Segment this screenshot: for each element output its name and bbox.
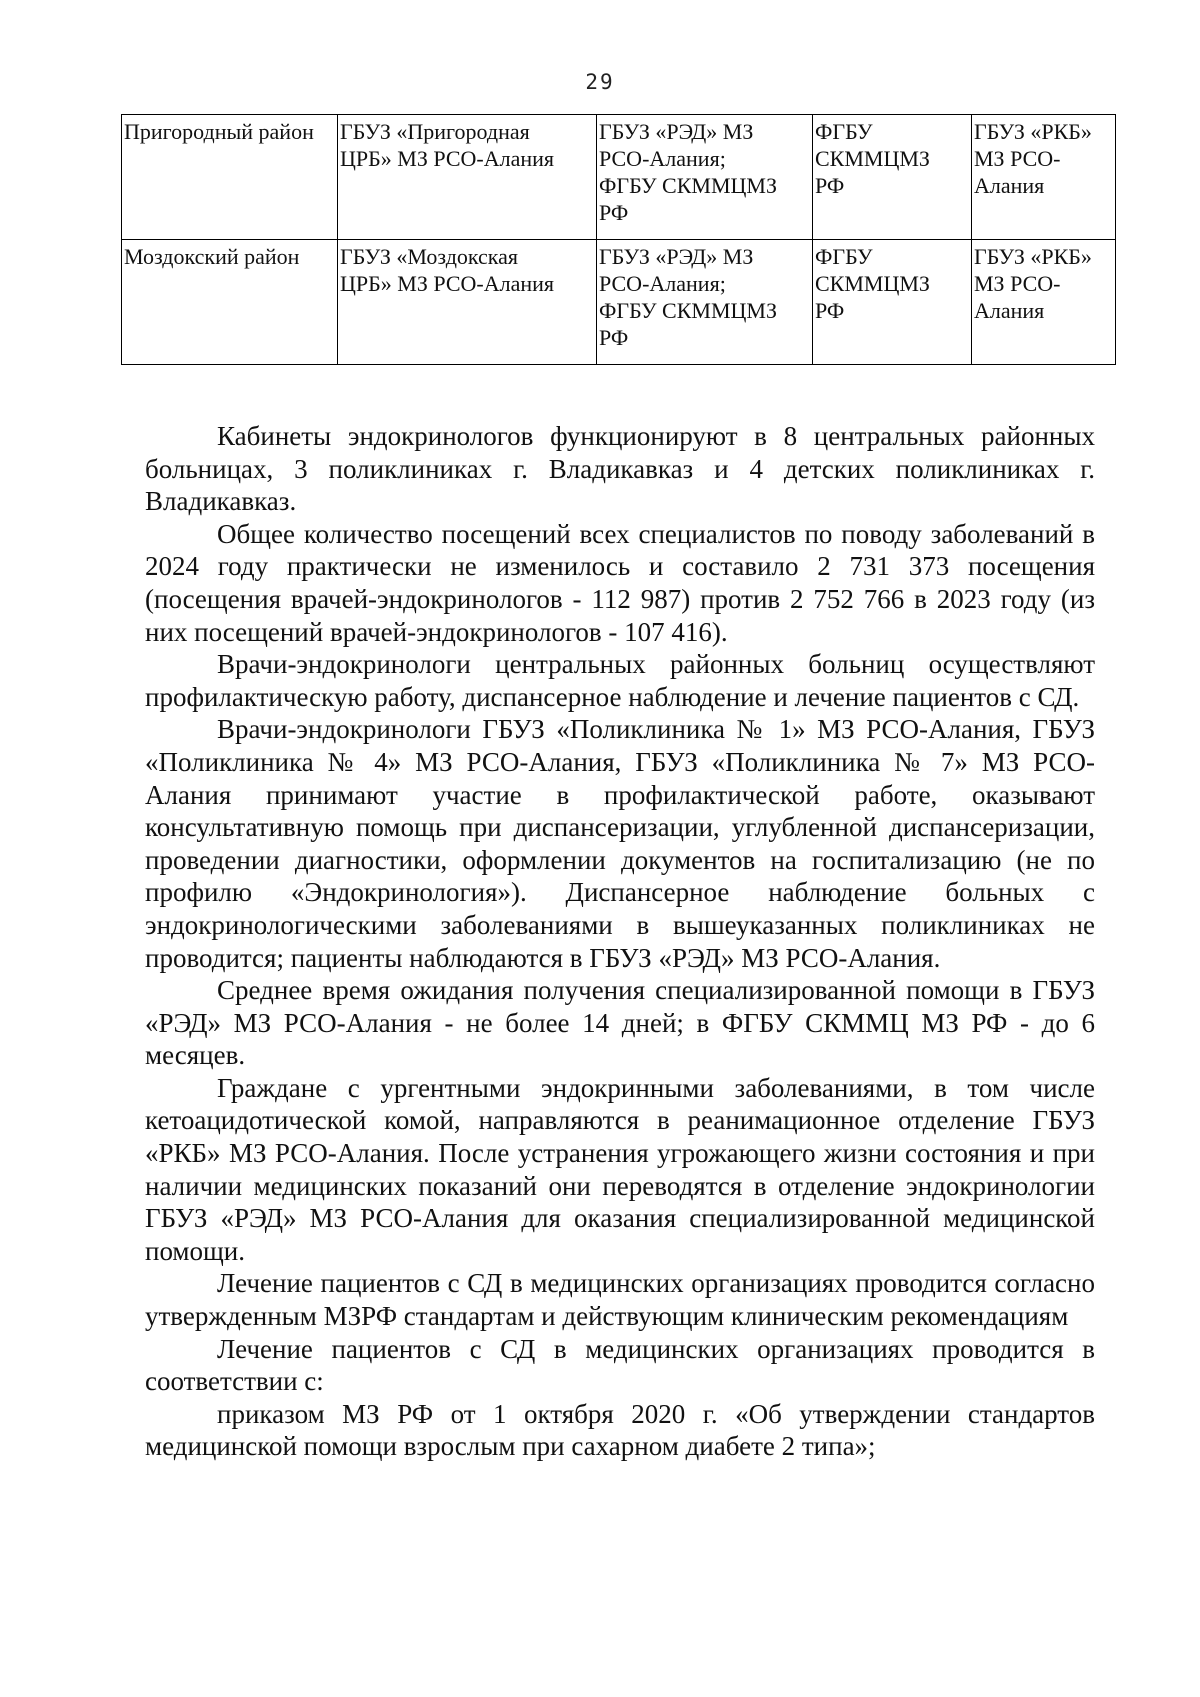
- page-number: 29: [585, 70, 615, 94]
- routing-table: [121, 114, 1116, 365]
- paragraph: Врачи-эндокринологи ГБУЗ «Поликлиника № 1» МЗ РСО-Алания, ГБУЗ «Поликлиника № 4» МЗ РСО-Алания, ГБУЗ «Поликлиника № 7» МЗ РСО-Алания принимают участие в профилактической работе, оказывают консультативную помощь при диспансеризации, углубленной диспансеризации, проведении диагностики, оформлении документов на госпитализацию (не по профилю «Эндокринология»). Диспансерное наблюдение больных с эндокринологическими заболеваниями в вышеуказанных поликлиниках не проводится; пациенты наблюдаются в ГБУЗ «РЭД» МЗ РСО-Алания.: [145, 714, 1095, 973]
- paragraph: Общее количество посещений всех специалистов по поводу заболеваний в 2024 году практически не изменилось и составило 2 731 373 посещения (посещения врачей-эндокринологов - 112 987) против 2 752 766 в 2023 году (из них посещений врачей-эндокринологов - 107 416).: [145, 518, 1095, 647]
- district-cell: Моздокский район: [122, 240, 338, 365]
- emergency-cell: ГБУЗ «РКБ» МЗ РСО- Алания: [972, 240, 1116, 365]
- paragraph: Врачи-эндокринологи центральных районных больниц осуществляют профилактическую работу, диспансерное наблюдение и лечение пациентов с СД.: [145, 649, 1095, 712]
- table-row: [122, 240, 1116, 365]
- second-level-cell: ГБУЗ «РЭД» МЗ РСО-Алания; ФГБУ СКММЦМЗ РФ: [597, 115, 813, 240]
- third-level-cell: ФГБУ СКММЦМЗ РФ: [813, 115, 972, 240]
- first-level-cell: ГБУЗ «Пригородная ЦРБ» МЗ РСО-Алания: [338, 115, 597, 240]
- second-level-cell: ГБУЗ «РЭД» МЗ РСО-Алания; ФГБУ СКММЦМЗ РФ: [597, 240, 813, 365]
- paragraph: Лечение пациентов с СД в медицинских организациях проводится согласно утвержденным МЗРФ стандартам и действующим клиническим рекомендациям: [145, 1268, 1095, 1332]
- first-level-cell: ГБУЗ «Моздокская ЦРБ» МЗ РСО-Алания: [338, 240, 597, 365]
- emergency-cell: ГБУЗ «РКБ» МЗ РСО- Алания: [972, 115, 1116, 240]
- third-level-cell: ФГБУ СКММЦМЗ РФ: [813, 240, 972, 365]
- paragraph: Кабинеты эндокринологов функционируют в 8 центральных районных больницах, 3 поликлиниках г. Владикавказ и 4 детских поликлиниках г. Владикавказ.: [145, 421, 1095, 517]
- table-row: [122, 115, 1116, 240]
- paragraph: приказом МЗ РФ от 1 октября 2020 г. «Об утверждении стандартов медицинской помощи взрослым при сахарном диабете 2 типа»;: [145, 1398, 1095, 1462]
- paragraph: Лечение пациентов с СД в медицинских организациях проводится в соответствии с:: [145, 1333, 1095, 1397]
- body-text: [145, 420, 1095, 1463]
- paragraph: Среднее время ожидания получения специализированной помощи в ГБУЗ «РЭД» МЗ РСО-Алания - не более 14 дней; в ФГБУ СКММЦ МЗ РФ - до 6 месяцев.: [145, 975, 1095, 1071]
- paragraph: Граждане с ургентными эндокринными заболеваниями, в том числе кетоацидотической комой, направляются в реанимационное отделение ГБУЗ «РКБ» МЗ РСО-Алания. После устранения угрожающего жизни состояния и при наличии медицинских показаний они переводятся в отделение эндокринологии ГБУЗ «РЭД» МЗ РСО-Алания для оказания специализированной медицинской помощи.: [145, 1072, 1095, 1266]
- district-cell: Пригородный район: [122, 115, 338, 240]
